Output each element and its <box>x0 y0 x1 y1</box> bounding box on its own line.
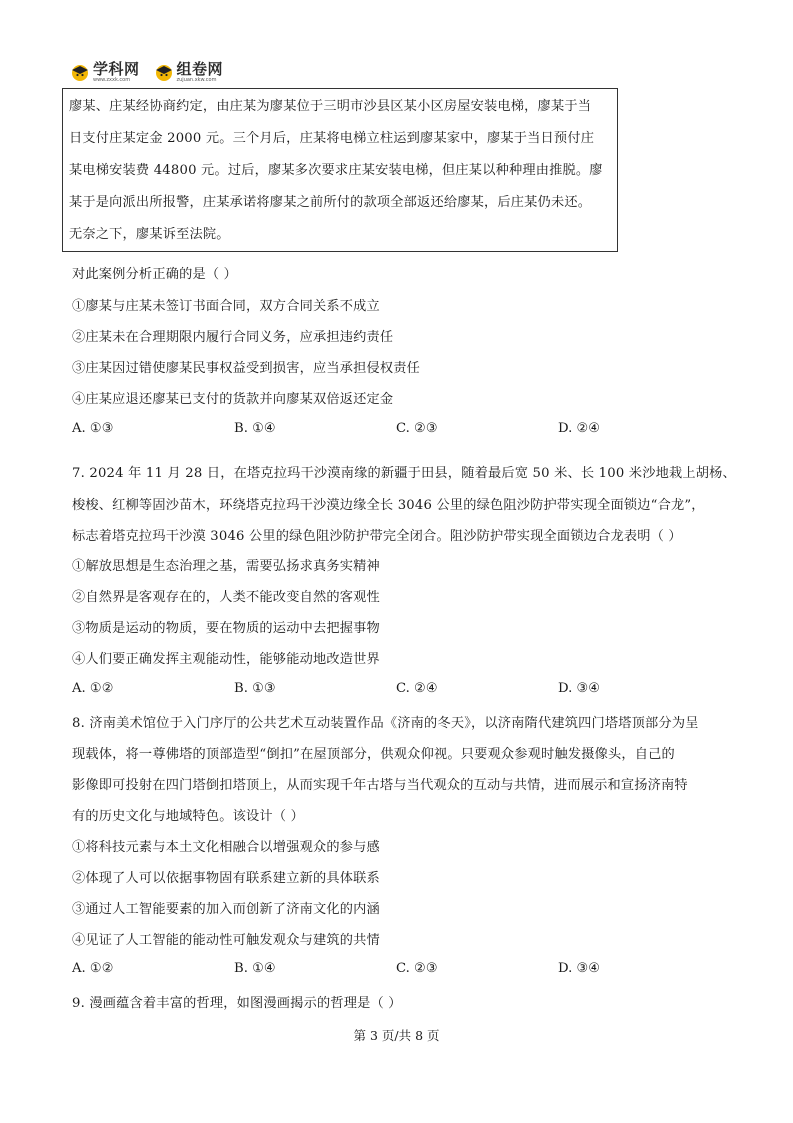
graduation-cap-icon <box>70 62 90 82</box>
xuekewang-logo <box>70 59 140 83</box>
q7-item: ①解放思想是生态治理之基，需要弘扬求真务实精神 <box>72 559 380 574</box>
q8-item: ②体现了人可以依据事物固有联系建立新的具体联系 <box>72 871 380 886</box>
option-c: C. ②③ <box>396 961 438 976</box>
q7-item: ③物质是运动的物质，要在物质的运动中去把握事物 <box>72 621 380 636</box>
option-d: D. ②④ <box>558 421 601 436</box>
option-a: A. ①③ <box>72 421 114 436</box>
option-c: C. ②③ <box>396 421 438 436</box>
case-material-box <box>62 88 618 252</box>
q8-stem-line: 影像即可投射在四门塔倒扣塔顶上，从而实现千年古塔与当代观众的互动与共情，进而展示和宣扬济南特 <box>72 778 688 793</box>
q8-stem-line: 有的历史文化与地域特色。该设计（ ） <box>72 809 304 824</box>
q6-item: ①廖某与庄某未签订书面合同，双方合同关系不成立 <box>72 299 380 314</box>
logo2-text: 组卷网 <box>176 59 224 78</box>
case-line: 日支付庄某定金 2000 元。三个月后，庄某将电梯立柱运到廖某家中，廖某于当日预付庄 <box>69 131 595 146</box>
option-c: C. ②④ <box>396 681 438 696</box>
case-line: 某于是向派出所报警，庄某承诺将廖某之前所付的款项全部返还给廖某，后庄某仍未还。 <box>69 195 592 210</box>
option-b: B. ①④ <box>234 961 276 976</box>
q8-item: ①将科技元素与本土文化相融合以增强观众的参与感 <box>72 840 380 855</box>
q7-stem-line: 标志着塔克拉玛干沙漠 3046 公里的绿色阻沙防护带完全闭合。阻沙防护带实现全面锁边合龙表明（ ） <box>72 529 682 544</box>
zujuanwang-logo <box>154 59 224 83</box>
option-b: B. ①④ <box>234 421 276 436</box>
option-d: D. ③④ <box>558 961 601 976</box>
q8-item: ③通过人工智能要素的加入而创新了济南文化的内涵 <box>72 902 380 917</box>
case-line: 廖某、庄某经协商约定，由庄某为廖某位于三明市沙县区某小区房屋安装电梯，廖某于当 <box>69 99 592 114</box>
q6-item: ②庄某未在合理期限内履行合同义务，应承担违约责任 <box>72 330 394 345</box>
graduation-cap-icon <box>154 62 174 82</box>
q7-item: ②自然界是客观存在的，人类不能改变自然的客观性 <box>72 590 380 605</box>
q7-item: ④人们要正确发挥主观能动性，能够能动地改造世界 <box>72 652 380 667</box>
q7-stem-line: 梭梭、红柳等固沙苗木，环绕塔克拉玛干沙漠边缘全长 3046 公里的绿色阻沙防护带实现全面锁边“合龙”， <box>72 498 705 513</box>
option-b: B. ①③ <box>234 681 276 696</box>
header-logos <box>70 60 223 84</box>
option-a: A. ①② <box>72 961 114 976</box>
q6-item: ③庄某因过错使廖某民事权益受到损害，应当承担侵权责任 <box>72 361 421 376</box>
logo2-sub: zujuan.xkw.com <box>176 76 217 83</box>
logo1-text: 学科网 <box>93 59 140 78</box>
q8-stem-line: 8. 济南美术馆位于入门序厅的公共艺术互动装置作品《济南的冬天》，以济南隋代建筑四门塔塔顶部分为呈 <box>72 716 699 731</box>
option-a: A. ①② <box>72 681 114 696</box>
q7-stem-line: 7. 2024 年 11 月 28 日，在塔克拉玛干沙漠南缘的新疆于田县，随着最后宽 50 米、长 100 米沙地栽上胡杨、 <box>72 466 736 481</box>
q8-item: ④见证了人工智能的能动性可触发观众与建筑的共情 <box>72 933 380 948</box>
option-d: D. ③④ <box>558 681 601 696</box>
q6-item: ④庄某应退还廖某已支付的货款并向廖某双倍返还定金 <box>72 392 394 407</box>
case-line: 无奈之下，廖某诉至法院。 <box>69 227 230 242</box>
logo1-sub: www.zxxk.com <box>93 76 131 83</box>
page-number: 第 3 页/共 8 页 <box>353 1028 440 1043</box>
q9-stem: 9. 漫画蕴含着丰富的哲理，如图漫画揭示的哲理是（ ） <box>72 996 402 1011</box>
case-line: 某电梯安装费 44800 元。过后，廖某多次要求庄某安装电梯，但庄某以种种理由推脱。廖 <box>69 163 603 178</box>
q6-stem: 对此案例分析正确的是（ ） <box>72 267 238 282</box>
q8-stem-line: 现载体，将一尊佛塔的顶部造型“倒扣”在屋顶部分，供观众仰视。只要观众参观时触发摄像头，自己的 <box>72 747 675 762</box>
